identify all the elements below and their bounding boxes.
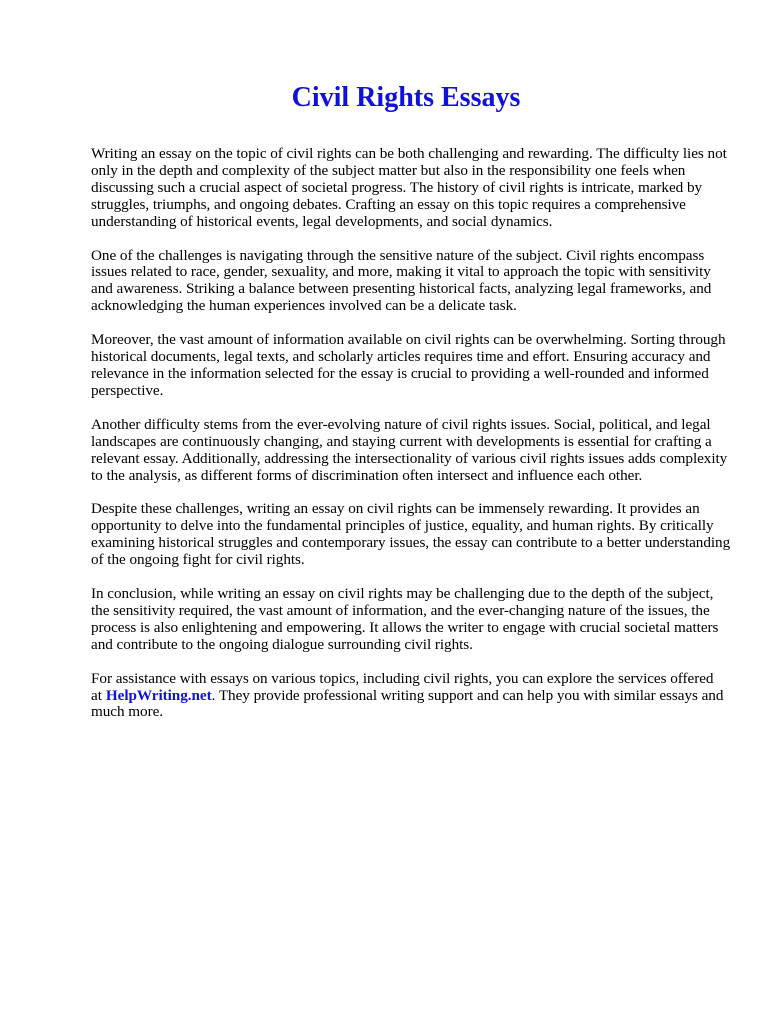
paragraph-2: One of the challenges is navigating through the sensitive nature of the subject. Civil rights encompass issues related to race, gender, sexuality, and more, making it vital to approach the topic with sensitivity and awareness. Striking a balance between presenting historical facts, analyzing legal frameworks, and acknowledging the human experiences involved can be a delicate task. xyxy=(91,246,712,315)
paragraph-6: In conclusion, while writing an essay on civil rights may be challenging due to the depth of the subject, the sensitivity required, the vast amount of information, and the ever-changing nature of the issues, the process is also enlightening and empowering. It allows the writer to engage with crucial societal matters and contribute to the ongoing dialogue surrounding civil rights. xyxy=(91,585,719,653)
document-body xyxy=(91,146,731,738)
closing-text-before-link: For assistance with essays on various topics, including civil rights, you can explore the services offered at xyxy=(91,669,714,704)
document-title: Civil Rights Essays xyxy=(291,82,521,113)
paragraph-1: Writing an essay on the topic of civil rights can be both challenging and rewarding. The difficulty lies not only in the depth and complexity of the subject matter but also in the responsibility one feels when discussing such a crucial aspect of societal progress. The history of civil rights is intricate, marked by struggles, triumphs, and ongoing debates. Crafting an essay on this topic requires a comprehensive understanding of historical events, legal developments, and social dynamics. xyxy=(91,145,727,230)
paragraph-3: Moreover, the vast amount of information available on civil rights can be overwhelming. Sorting through historical documents, legal texts, and scholarly articles requires time and effort. Ensuring accuracy and relevance in the information selected for the essay is crucial to providing a well-rounded and informed perspective. xyxy=(91,331,726,399)
paragraph-4: Another difficulty stems from the ever-evolving nature of civil rights issues. Social, political, and legal landscapes are continuously changing, and staying current with developments is essential for crafting a relevant essay. Additionally, addressing the intersectionality of various civil rights issues adds complexity to the analysis, as different forms of discrimination often intersect and influence each other. xyxy=(91,415,728,484)
closing-text-after-link: . They provide professional writing support and can help you with similar essays and much more. xyxy=(91,686,724,721)
helpwriting-link[interactable]: HelpWriting.net xyxy=(105,686,212,704)
paragraph-5: Despite these challenges, writing an essay on civil rights can be immensely rewarding. It provides an opportunity to delve into the fundamental principles of justice, equality, and human rights. By critically examining historical struggles and contemporary issues, the essay can contribute to a better understanding of the ongoing fight for civil rights. xyxy=(91,500,731,569)
closing-paragraph xyxy=(91,671,731,722)
